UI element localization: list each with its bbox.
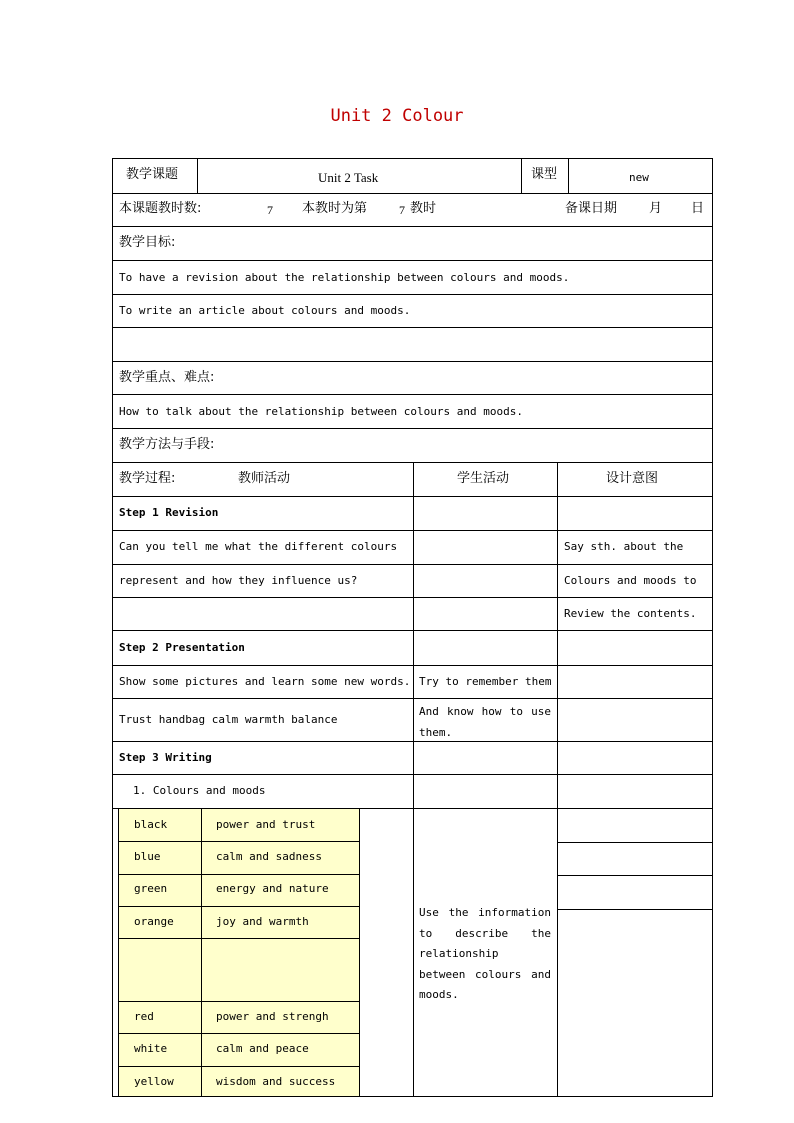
table-row [119,938,359,1002]
step2-show: Show some pictures and learn some new words. [119,675,411,688]
step2-words: Trust handbag calm warmth balance [119,713,338,726]
colour-cell: yellow [134,1075,174,1088]
col-design: 设计意图 [606,471,659,486]
colour-cell: red [134,1010,154,1023]
mood-cell: calm and sadness [216,850,322,863]
this-label: 本教时为第 [302,201,368,216]
design-line1: Say sth. about the [564,540,684,553]
mood-cell: joy and warmth [216,915,309,928]
objectives-label: 教学目标: [119,235,176,250]
design-line3: Review the contents. [564,607,697,620]
methods-label: 教学方法与手段: [119,437,215,452]
step3-heading: Step 3 Writing [119,751,212,764]
colour-cell: black [134,818,168,831]
col-student: 学生活动 [457,471,510,486]
date-label: 备课日期 [565,201,618,216]
mood-cell: power and strengh [216,1010,329,1023]
colour-cell: green [134,882,168,895]
objective-1: To have a revision about the relationship between colours and moods. [119,271,570,284]
step1-heading: Step 1 Revision [119,506,219,519]
mood-cell: power and trust [216,818,316,831]
focus-label: 教学重点、难点: [119,370,215,385]
colour-cell: orange [134,915,174,928]
step1-question-line1: Can you tell me what the different colours [119,540,398,553]
step1-question-line2: represent and how they influence us? [119,574,358,587]
day-label: 日 [691,201,705,216]
col-teacher: 教师活动 [238,471,291,486]
this-value: 7 [399,203,405,217]
row-empty [113,327,712,362]
objective-2: To write an article about colours and moods. [119,304,411,317]
colour-cell: blue [134,850,161,863]
design-line2: Colours and moods to [564,574,697,587]
step3-sub1: 1. Colours and moods [133,784,266,797]
mood-cell: calm and peace [216,1042,309,1055]
row-topic [113,159,712,194]
step2-heading: Step 2 Presentation [119,641,245,654]
this-suffix: 教时 [410,201,437,216]
type-label: 课型 [531,167,558,182]
focus-text: How to talk about the relationship between colours and moods. [119,405,523,418]
hours-value: 7 [267,203,273,217]
colour-cell: white [134,1042,168,1055]
step2-try: Try to remember them [419,675,552,688]
month-label: 月 [649,201,663,216]
process-label: 教学过程: [119,471,176,486]
hours-label: 本课题教时数: [119,201,202,216]
row-objectives-label [113,226,712,261]
topic-label: 教学课题 [126,167,179,182]
step3-use-info: Use the information to describe the relationship between colours and moods. [419,906,551,1001]
topic-value: Unit 2 Task [318,170,379,185]
mood-cell: energy and nature [216,882,329,895]
type-value: new [629,171,649,184]
mood-cell: wisdom and success [216,1075,336,1088]
document-title: Unit 2 Colour [330,106,464,126]
step2-know: And know how to use them. [419,705,551,739]
